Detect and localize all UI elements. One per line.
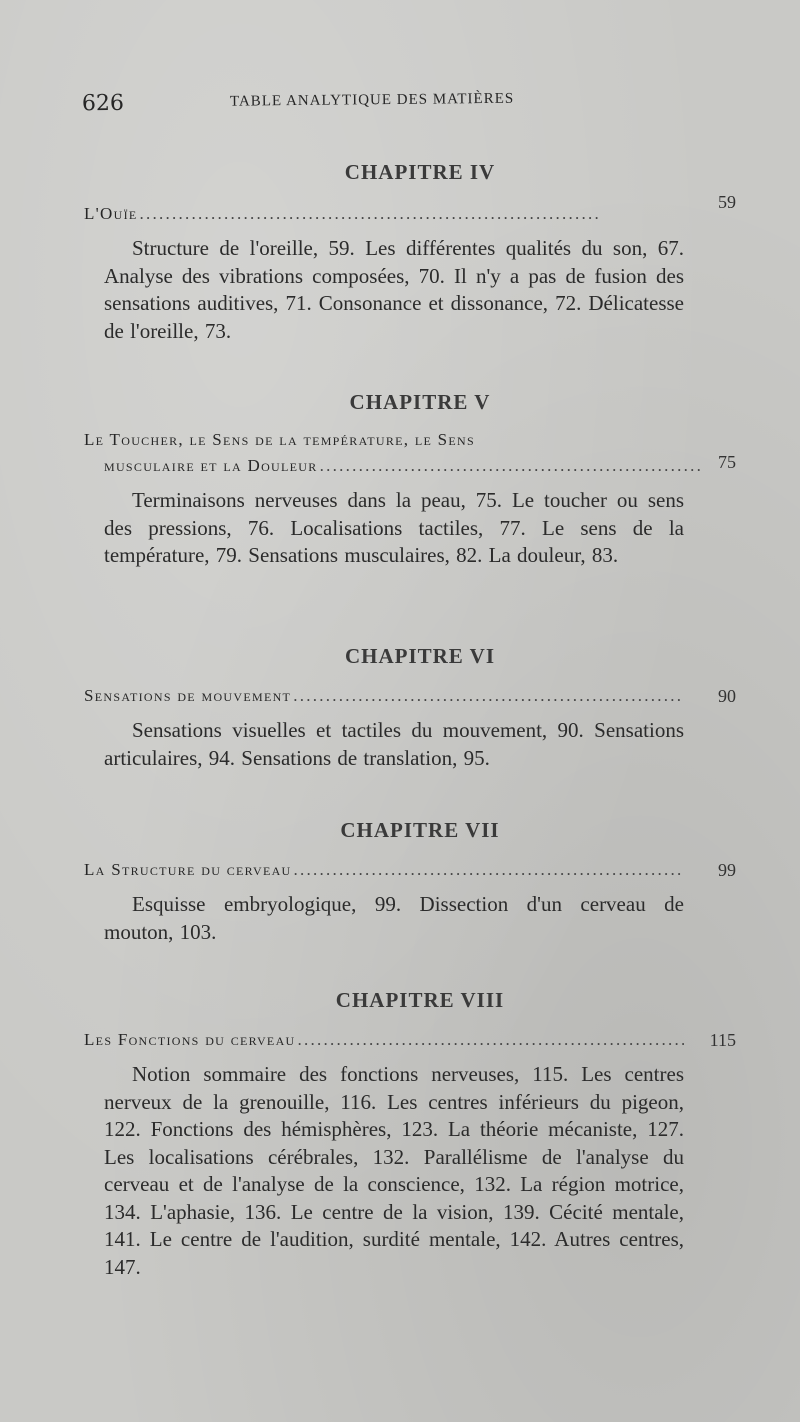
entry-title: La Structure du cerveau: [84, 860, 292, 879]
entry-page-number: 115: [709, 1030, 736, 1050]
chapter-section: [84, 390, 736, 570]
entry-title: L'Ouïe: [84, 204, 138, 223]
chapter-entry: [84, 192, 736, 227]
chapter-section: [84, 988, 736, 1281]
entry-page-number: 59: [718, 192, 736, 212]
chapter-summary: Structure de l'oreille, 59. Les différentes qualités du son, 67. Analyse des vibrations composées, 70. Il n'y a pas de fusion des sensations auditives, 71. Consonance et dissonance, 72. Délicatesse de l'oreille, 73.: [104, 236, 684, 343]
entry-page-number: 75: [718, 452, 736, 472]
chapter-section: [84, 160, 736, 345]
chapter-entry: [84, 683, 736, 709]
entry-title: Sensations de mouvement: [84, 686, 292, 705]
chapter-summary: Notion sommaire des fonctions nerveuses, 115. Les centres nerveux de la grenouille, 116. Les centres inférieurs du pigeon, 122. Fonctions des hémisphères, 123. La théorie mécaniste, 127. Les localisations cérébrales, 132. Parallélisme de l'analyse du cerveau et de l'analyse de la conscience, 132. La région motrice, 134. L'aphasie, 136. Le centre de la vision, 139. Cécité mentale, 141. Le centre de l'audition, surdité mentale, 142. Autres centres, 147.: [104, 1062, 684, 1279]
dot-leader: [294, 857, 684, 883]
chapter-summary: Esquisse embryologique, 99. Dissection d'un cerveau de mouton, 103.: [104, 892, 684, 944]
entry-title: Les Fonctions du cerveau: [84, 1030, 296, 1049]
page-number: 626: [81, 90, 125, 117]
chapter-section: [84, 644, 736, 772]
running-title: TABLE ANALYTIQUE DES MATIÈRES: [229, 90, 515, 110]
entry-title: Le Toucher, le Sens de la température, le Sens: [84, 430, 475, 449]
running-head: [82, 85, 702, 121]
chapter-heading: CHAPITRE VII: [340, 818, 500, 842]
chapter-entry: [84, 857, 736, 883]
entry-page-number: 90: [718, 686, 736, 706]
chapter-summary: Sensations visuelles et tactiles du mouvement, 90. Sensations articulaires, 94. Sensations de translation, 95.: [104, 718, 684, 770]
entry-title-continuation: musculaire et la Douleur: [104, 456, 318, 475]
dot-leader: [140, 201, 684, 227]
dot-leader: [298, 1027, 685, 1053]
chapter-summary: Terminaisons nerveuses dans la peau, 75. Le toucher ou sens des pressions, 76. Localisations tactiles, 77. Le sens de la température, 79. Sensations musculaires, 82. La douleur, 83.: [104, 488, 684, 567]
chapter-section: [84, 818, 736, 946]
chapter-entry: [84, 1027, 736, 1053]
chapter-heading: CHAPITRE V: [349, 390, 491, 414]
chapter-heading: CHAPITRE IV: [344, 160, 496, 184]
chapter-heading: CHAPITRE VI: [344, 644, 496, 668]
dot-leader: [320, 453, 704, 479]
entry-page-number: 99: [718, 860, 736, 880]
dot-leader: [293, 683, 684, 709]
chapter-heading: CHAPITRE VIII: [335, 988, 505, 1012]
chapter-entry: [84, 427, 736, 479]
